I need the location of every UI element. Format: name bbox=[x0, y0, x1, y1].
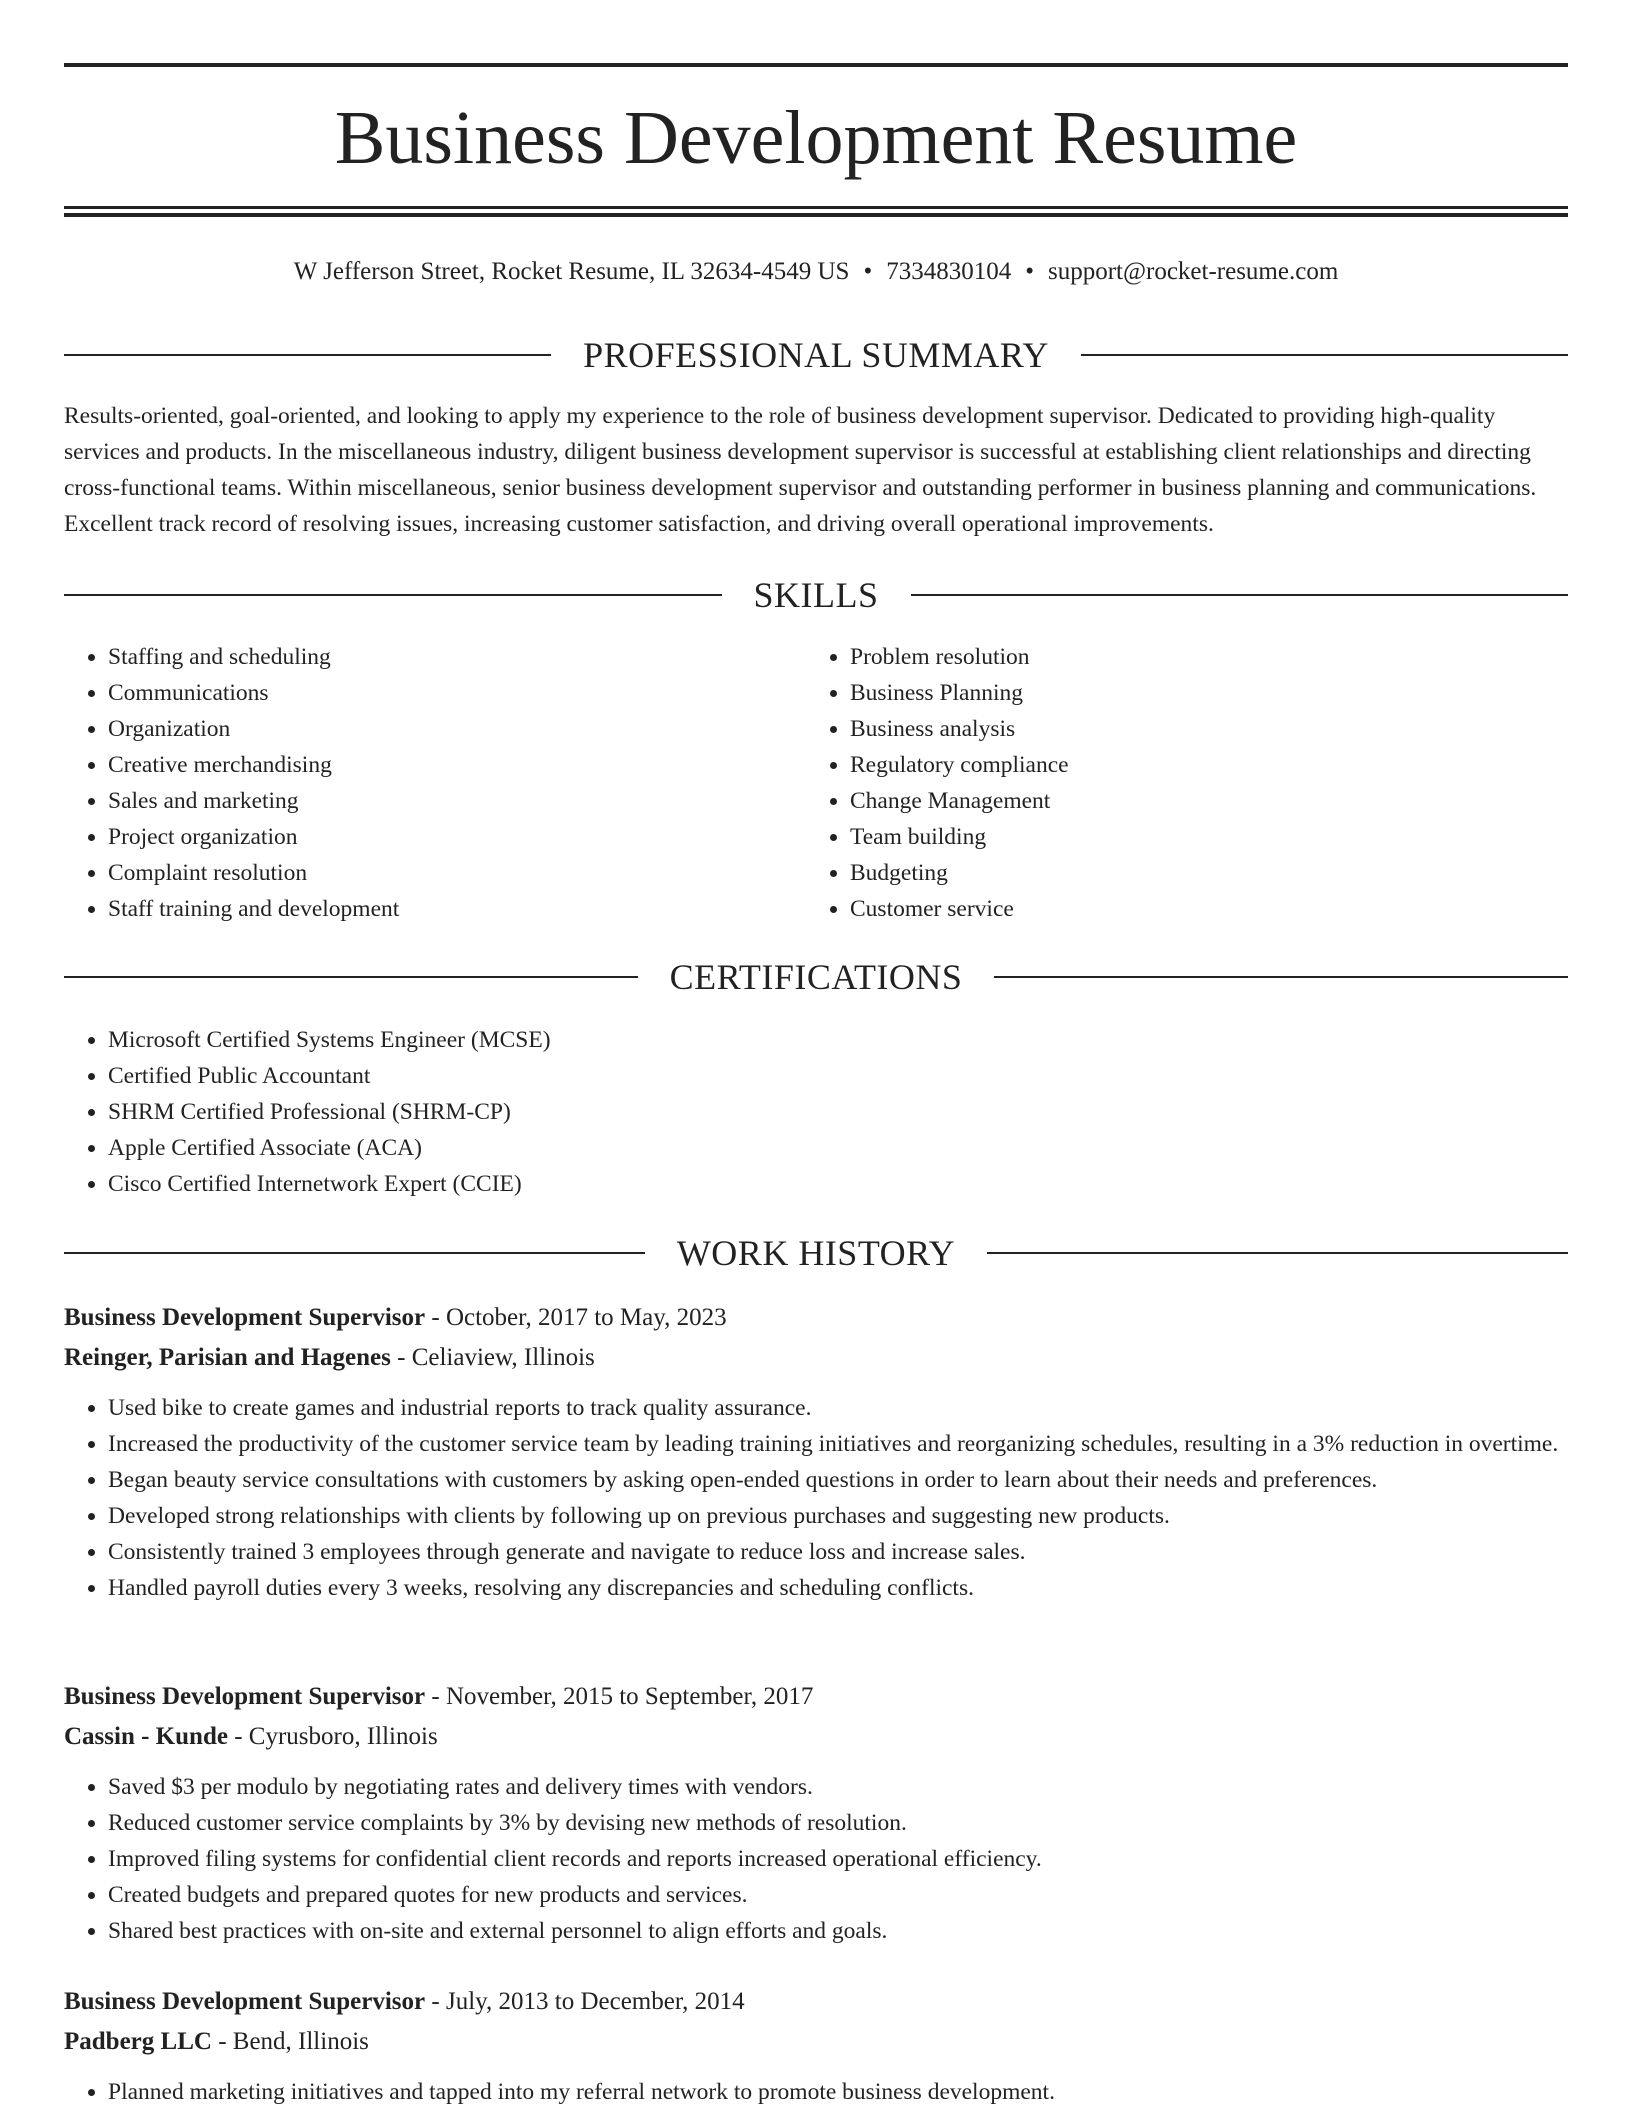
job-title: Business Development Supervisor bbox=[64, 1304, 426, 1331]
section-heading-skills bbox=[64, 573, 1568, 617]
contact-separator: • bbox=[863, 258, 873, 285]
skill-item: • Team building bbox=[850, 819, 1546, 855]
heading-rule bbox=[987, 1252, 1568, 1254]
job-bullets bbox=[64, 2074, 1568, 2110]
certification-item: • Microsoft Certified Systems Engineer (MCSE) bbox=[108, 1022, 1568, 1058]
job-bullets bbox=[64, 1390, 1568, 1606]
certification-item: • SHRM Certified Professional (SHRM-CP) bbox=[108, 1094, 1568, 1130]
certification-item: • Cisco Certified Internetwork Expert (CCIE) bbox=[108, 1166, 1568, 1202]
job-bullet: • Reduced customer service complaints by 3% by devising new methods of resolution. bbox=[108, 1805, 1568, 1841]
job-bullet: • Used bike to create games and industrial reports to track quality assurance. bbox=[108, 1390, 1568, 1426]
heading-rule bbox=[1081, 354, 1568, 356]
job-entry bbox=[64, 1298, 1568, 1606]
job-title-line bbox=[64, 1298, 1568, 1338]
skills-left-column bbox=[64, 639, 804, 927]
heading-rule bbox=[994, 976, 1568, 978]
job-bullet: • Created budgets and prepared quotes for new products and services. bbox=[108, 1877, 1568, 1913]
contact-email[interactable]: support@rocket-resume.com bbox=[1047, 258, 1339, 285]
skills-list bbox=[806, 639, 1546, 927]
summary-text: Results-oriented, goal-oriented, and looking to apply my experience to the role of business development supervisor. Dedicated to providing high-quality services and products. In the miscellaneous industry, diligent business development supervisor is successful at establishing client relationships and directing cross-functional teams. Within miscellaneous, senior business development supervisor and outstanding performer in business planning and communications. Excellent track record of resolving issues, increasing customer satisfaction, and driving overall operational improvements. bbox=[64, 403, 1537, 537]
job-company-line bbox=[64, 1338, 1568, 1378]
title-double-rule bbox=[64, 206, 1568, 217]
heading-rule bbox=[64, 976, 638, 978]
job-bullet: • Improved filing systems for confidential client records and reports increased operational efficiency. bbox=[108, 1841, 1568, 1877]
contact-phone[interactable]: 7334830104 bbox=[886, 258, 1012, 285]
contact-separator: • bbox=[1025, 258, 1034, 285]
job-bullet: • Planned marketing initiatives and tapped into my referral network to promote business development. bbox=[108, 2074, 1568, 2110]
job-location: - Cyrusboro, Illinois bbox=[227, 1723, 438, 1750]
job-company: Reinger, Parisian and Hagenes bbox=[64, 1344, 391, 1371]
job-bullet: • Saved $3 per modulo by negotiating rates and delivery times with vendors. bbox=[108, 1769, 1568, 1805]
skill-item: • Business Planning bbox=[850, 675, 1546, 711]
job-location: - Bend, Illinois bbox=[211, 2028, 369, 2055]
heading-rule bbox=[64, 594, 722, 596]
job-bullet: • Consistently trained 3 employees through generate and navigate to reduce loss and increase sales. bbox=[108, 1534, 1568, 1570]
certifications-block bbox=[64, 1022, 1568, 1202]
resume-title: Business Development Resume bbox=[334, 96, 1298, 180]
skill-item: • Customer service bbox=[850, 891, 1546, 927]
job-title: Business Development Supervisor bbox=[64, 1683, 426, 1710]
skill-item: • Staff training and development bbox=[108, 891, 804, 927]
job-bullet: • Shared best practices with on-site and external personnel to align efforts and goals. bbox=[108, 1913, 1568, 1949]
skill-item: • Communications bbox=[108, 675, 804, 711]
job-title-line bbox=[64, 1982, 1568, 2022]
section-title: CERTIFICATIONS bbox=[669, 957, 963, 997]
job-title-line bbox=[64, 1677, 1568, 1717]
certifications-list bbox=[64, 1022, 1568, 1202]
skill-item: • Creative merchandising bbox=[108, 747, 804, 783]
job-bullets bbox=[64, 1769, 1568, 1949]
skill-item: • Change Management bbox=[850, 783, 1546, 819]
skill-item: • Organization bbox=[108, 711, 804, 747]
skill-item: • Complaint resolution bbox=[108, 855, 804, 891]
skills-list bbox=[64, 639, 804, 927]
skill-item: • Sales and marketing bbox=[108, 783, 804, 819]
heading-rule bbox=[64, 354, 551, 356]
heading-rule bbox=[911, 594, 1569, 596]
job-entry bbox=[64, 1982, 1568, 2110]
job-dates: - November, 2015 to September, 2017 bbox=[425, 1683, 814, 1710]
section-heading-certifications bbox=[64, 955, 1568, 999]
contact-address: W Jefferson Street, Rocket Resume, IL 32634-4549 US bbox=[293, 258, 850, 285]
job-title: Business Development Supervisor bbox=[64, 1988, 426, 2015]
job-company: Cassin - Kunde bbox=[64, 1723, 228, 1750]
section-title: SKILLS bbox=[753, 575, 879, 615]
job-entry bbox=[64, 1677, 1568, 1949]
heading-rule bbox=[64, 1252, 645, 1254]
skill-item: • Regulatory compliance bbox=[850, 747, 1546, 783]
certification-item: • Apple Certified Associate (ACA) bbox=[108, 1130, 1568, 1166]
job-company-line bbox=[64, 1717, 1568, 1757]
job-company: Padberg LLC bbox=[64, 2028, 212, 2055]
top-rule bbox=[64, 63, 1568, 67]
job-bullet: • Began beauty service consultations with customers by asking open-ended questions in order to learn about their needs and preferences. bbox=[108, 1462, 1568, 1498]
section-heading-summary bbox=[64, 333, 1568, 377]
section-heading-work-history bbox=[64, 1231, 1568, 1275]
skill-item: • Problem resolution bbox=[850, 639, 1546, 675]
certification-item: • Certified Public Accountant bbox=[108, 1058, 1568, 1094]
contact-line bbox=[64, 254, 1568, 290]
skills-right-column bbox=[806, 639, 1546, 927]
section-title: PROFESSIONAL SUMMARY bbox=[583, 335, 1049, 375]
job-dates: - October, 2017 to May, 2023 bbox=[425, 1304, 727, 1331]
job-bullet: • Handled payroll duties every 3 weeks, resolving any discrepancies and scheduling conflicts. bbox=[108, 1570, 1568, 1606]
skill-item: • Business analysis bbox=[850, 711, 1546, 747]
skill-item: • Project organization bbox=[108, 819, 804, 855]
section-title: WORK HISTORY bbox=[676, 1233, 956, 1273]
job-bullet: • Developed strong relationships with clients by following up on previous purchases and suggesting new products. bbox=[108, 1498, 1568, 1534]
job-company-line bbox=[64, 2022, 1568, 2062]
skill-item: • Budgeting bbox=[850, 855, 1546, 891]
job-bullet: • Increased the productivity of the customer service team by leading training initiatives and reorganizing schedules, resulting in a 3% reduction in overtime. bbox=[108, 1426, 1568, 1462]
job-dates: - July, 2013 to December, 2014 bbox=[425, 1988, 745, 2015]
job-location: - Celiaview, Illinois bbox=[390, 1344, 595, 1371]
skill-item: • Staffing and scheduling bbox=[108, 639, 804, 675]
